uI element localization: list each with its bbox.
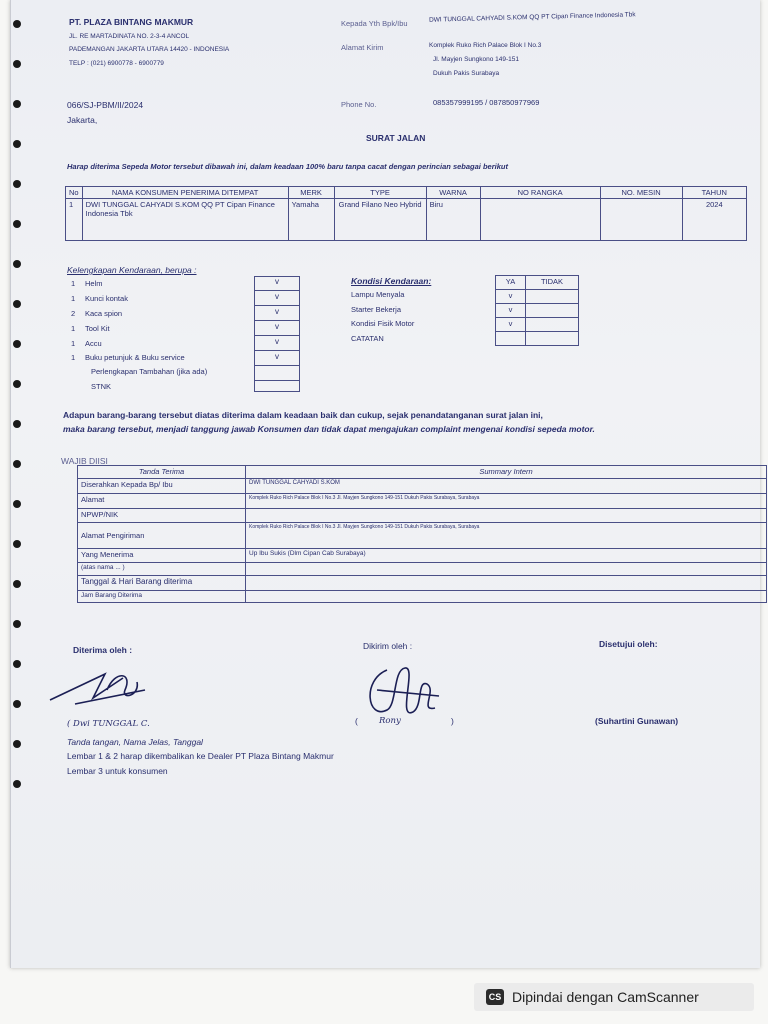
sender-signature-icon xyxy=(357,650,447,730)
empty-cell xyxy=(525,304,578,318)
binder-hole xyxy=(13,380,21,388)
kelengkapan-qty-2: 1 xyxy=(71,294,76,303)
kelengkapan-qty-3: 2 xyxy=(71,309,76,318)
sign-note: Tanda tangan, Nama Jelas, Tanggal xyxy=(67,737,203,747)
scanned-document xyxy=(10,0,760,968)
check-mark: v xyxy=(496,318,526,332)
table-row xyxy=(78,591,767,603)
kelengkapan-check-column xyxy=(254,276,300,392)
kondisi-label-2: Starter Bekerja xyxy=(351,305,402,314)
kelengkapan-label-4: Tool Kit xyxy=(85,324,110,333)
check-mark xyxy=(496,332,526,346)
row-label: Alamat xyxy=(78,494,246,509)
row-value: Komplek Ruko Rich Palace Blok I No.3 Jl. Mayjen Sungkono 149-151 Dukuh Pakis Surabaya, Surabaya xyxy=(246,494,767,509)
kondisi-table xyxy=(495,275,579,346)
check-mark: v xyxy=(496,290,526,304)
kepada-label: Kepada Yth Bpk/Ibu xyxy=(341,19,408,28)
binder-hole xyxy=(13,340,21,348)
diterima-label: Diterima oleh : xyxy=(73,645,133,655)
binder-hole xyxy=(13,500,21,508)
statement-line-2: maka barang tersebut, menjadi tanggung jawab Konsumen dan tidak dapat mengajukan complaint mengenai kondisi sepeda motor. xyxy=(63,424,595,434)
row-label: Tanggal & Hari Barang diterima xyxy=(78,576,246,591)
wajib-diisi-label: WAJIB DIISI xyxy=(61,456,108,466)
row-value xyxy=(246,591,767,603)
cell-no-rangka xyxy=(480,199,600,241)
cell-warna: Biru xyxy=(426,199,480,241)
binder-hole xyxy=(13,460,21,468)
col-no-mesin: NO. MESIN xyxy=(600,187,682,199)
check-mark xyxy=(255,378,299,392)
col-no-rangka: NO RANGKA xyxy=(480,187,600,199)
alamat-kirim-line-1: Komplek Ruko Rich Palace Blok I No.3 xyxy=(429,42,542,49)
alamat-kirim-line-2: Jl. Mayjen Sungkono 149-151 xyxy=(433,56,520,63)
binder-hole xyxy=(13,780,21,788)
alamat-kirim-label: Alamat Kirim xyxy=(341,43,384,52)
binder-hole xyxy=(13,20,21,28)
binder-hole xyxy=(13,100,21,108)
row-value xyxy=(246,509,767,523)
empty-cell xyxy=(525,290,578,304)
kelengkapan-label-3: Kaca spion xyxy=(85,309,123,318)
row-value xyxy=(246,576,767,591)
binder-hole xyxy=(13,740,21,748)
sender-paren-open: ( xyxy=(355,716,358,726)
table-row xyxy=(78,576,767,591)
disetujui-label: Disetujui oleh: xyxy=(599,639,658,649)
receiver-name: ( Dwi TUNGGAL C. xyxy=(67,719,150,729)
camscanner-logo-icon: CS xyxy=(486,989,504,1005)
camscanner-text: Dipindai dengan CamScanner xyxy=(512,989,699,1005)
col-tidak: TIDAK xyxy=(525,276,578,290)
wajib-table xyxy=(77,465,767,603)
table-row xyxy=(66,199,747,241)
cell-tahun: 2024 xyxy=(682,199,746,241)
check-mark: v xyxy=(255,337,299,351)
phone-label: Phone No. xyxy=(341,100,377,109)
row-label: Jam Barang Diterima xyxy=(78,591,246,603)
table-row xyxy=(78,494,767,509)
col-nama: NAMA KONSUMEN PENERIMA DITEMPAT xyxy=(82,187,288,199)
doc-number: 066/SJ-PBM/II/2024 xyxy=(67,100,144,110)
doc-city: Jakarta, xyxy=(67,115,98,125)
cell-nama: DWI TUNGGAL CAHYADI S.KOM QQ PT Cipan Finance Indonesia Tbk xyxy=(82,199,288,241)
binder-hole xyxy=(13,620,21,628)
kelengkapan-label-1: Helm xyxy=(85,279,103,288)
binder-hole xyxy=(13,140,21,148)
company-phone: TELP : (021) 6900778 - 6900779 xyxy=(69,60,164,67)
vehicle-table-header xyxy=(66,187,747,199)
table-row xyxy=(496,304,579,318)
kondisi-label-1: Lampu Menyala xyxy=(351,290,405,299)
col-merk: MERK xyxy=(288,187,334,199)
lembar-note-1: Lembar 1 & 2 harap dikembalikan ke Dealer PT Plaza Bintang Makmur xyxy=(67,751,334,761)
company-address-1: JL. RE MARTADINATA NO. 2-3-4 ANCOL xyxy=(69,33,190,40)
binder-hole xyxy=(13,220,21,228)
doc-title: SURAT JALAN xyxy=(366,133,426,143)
kelengkapan-label-6: Buku petunjuk & Buku service xyxy=(85,353,185,362)
binder-hole xyxy=(13,700,21,708)
kondisi-title: Kondisi Kendaraan: xyxy=(351,276,432,286)
vehicle-table xyxy=(65,186,747,241)
kelengkapan-qty-5: 1 xyxy=(71,339,76,348)
row-value: Komplek Ruko Rich Palace Blok I No.3 Jl. Mayjen Sungkono 149-151 Dukuh Pakis Surabaya, Surabaya xyxy=(246,523,767,549)
receiver-signature-icon xyxy=(45,660,165,720)
alamat-kirim-line-3: Dukuh Pakis Surabaya xyxy=(433,70,500,77)
kelengkapan-qty-4: 1 xyxy=(71,324,76,333)
kelengkapan-qty-1: 1 xyxy=(71,279,76,288)
kelengkapan-label-5: Accu xyxy=(85,339,102,348)
row-value: DWI TUNGGAL CAHYADI S.KOM xyxy=(246,479,767,494)
binder-hole xyxy=(13,300,21,308)
binder-hole xyxy=(13,660,21,668)
row-value xyxy=(246,563,767,576)
kelengkapan-label-8: STNK xyxy=(91,382,112,391)
col-type: TYPE xyxy=(334,187,426,199)
binder-hole xyxy=(13,60,21,68)
binder-hole xyxy=(13,180,21,188)
table-row xyxy=(78,479,767,494)
row-label: (atas nama ... ) xyxy=(78,563,246,576)
row-label: NPWP/NIK xyxy=(78,509,246,523)
kondisi-label-3: Kondisi Fisik Motor xyxy=(351,319,415,328)
cell-no: 1 xyxy=(66,199,83,241)
doc-intro: Harap diterima Sepeda Motor tersebut dibawah ini, dalam keadaan 100% baru tanpa cacat dengan perincian sebagai berikut xyxy=(67,162,508,171)
dikirim-label: Dikirim oleh : xyxy=(363,641,413,651)
kelengkapan-label-7: Perlengkapan Tambahan (jika ada) xyxy=(91,367,208,376)
summary-intern-head: Summary Intern xyxy=(246,466,767,479)
row-label: Alamat Pengiriman xyxy=(78,523,246,549)
kelengkapan-title: Kelengkapan Kendaraan, berupa : xyxy=(67,265,197,275)
tanda-terima-head: Tanda Terima xyxy=(78,466,246,479)
table-row xyxy=(78,563,767,576)
table-row xyxy=(78,549,767,563)
check-mark: v xyxy=(255,322,299,336)
wajib-header xyxy=(78,466,767,479)
row-label: Diserahkan Kepada Bp/ Ibu xyxy=(78,479,246,494)
empty-cell xyxy=(525,332,578,346)
check-mark: v xyxy=(255,307,299,321)
cell-type: Grand Filano Neo Hybrid xyxy=(334,199,426,241)
check-mark: v xyxy=(255,277,299,291)
check-mark: v xyxy=(255,352,299,366)
kondisi-label-4: CATATAN xyxy=(351,334,384,343)
phone-value: 085357999195 / 087850977969 xyxy=(433,98,540,107)
row-label: Yang Menerima xyxy=(78,549,246,563)
approver-name: (Suhartini Gunawan) xyxy=(595,716,679,726)
table-row xyxy=(496,332,579,346)
sender-name: Rony xyxy=(379,716,401,726)
binder-hole xyxy=(13,540,21,548)
table-row xyxy=(496,290,579,304)
statement-line-1: Adapun barang-barang tersebut diatas diterima dalam keadaan baik dan cukup, sejak penandatanganan surat jalan ini, xyxy=(63,410,543,420)
empty-cell xyxy=(525,318,578,332)
camscanner-watermark xyxy=(474,983,754,1011)
kelengkapan-qty-6: 1 xyxy=(71,353,76,362)
kepada-value: DWI TUNGGAL CAHYADI S.KOM QQ PT Cipan Finance Indonesia Tbk xyxy=(428,11,636,24)
company-name: PT. PLAZA BINTANG MAKMUR xyxy=(69,17,194,27)
company-address-2: PADEMANGAN JAKARTA UTARA 14420 - INDONESIA xyxy=(69,46,230,53)
binder-hole xyxy=(13,420,21,428)
table-row xyxy=(496,318,579,332)
binder-hole xyxy=(13,260,21,268)
lembar-note-2: Lembar 3 untuk konsumen xyxy=(67,766,168,776)
sender-paren-close: ) xyxy=(451,716,454,726)
check-mark: v xyxy=(255,292,299,306)
binder-hole xyxy=(13,580,21,588)
kelengkapan-label-2: Kunci kontak xyxy=(85,294,128,303)
kondisi-header xyxy=(496,276,579,290)
table-row xyxy=(78,509,767,523)
table-row xyxy=(78,523,767,549)
binder-holes xyxy=(11,20,25,820)
col-ya: YA xyxy=(496,276,526,290)
cell-no-mesin xyxy=(600,199,682,241)
row-value: Up Ibu Sukis (Dlm Cipan Cab Surabaya) xyxy=(246,549,767,563)
col-no: No xyxy=(66,187,83,199)
cell-merk: Yamaha xyxy=(288,199,334,241)
col-warna: WARNA xyxy=(426,187,480,199)
col-tahun: TAHUN xyxy=(682,187,746,199)
check-mark: v xyxy=(496,304,526,318)
